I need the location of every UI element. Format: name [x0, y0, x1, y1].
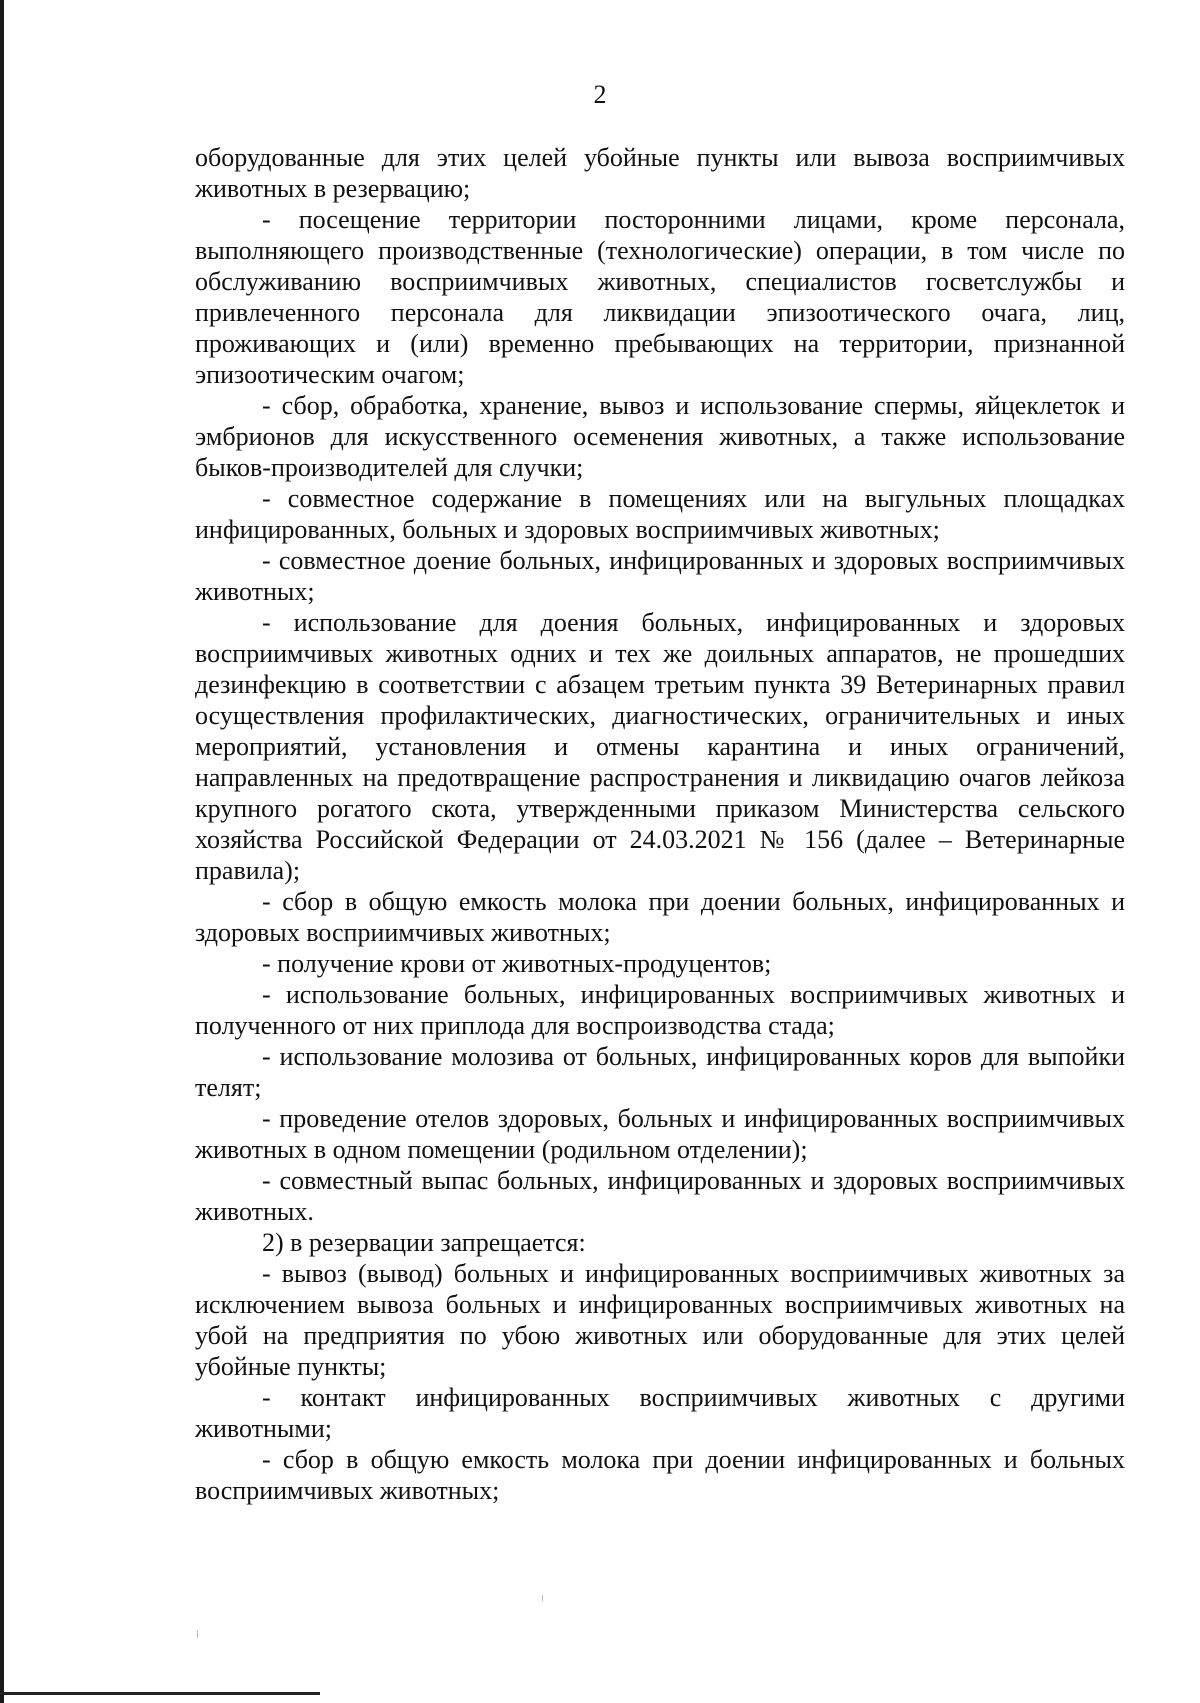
paragraph: - посещение территории посторонними лицами, кроме персонала, выполняющего производственные (технологические) операции, в том числе по обслуживанию восприимчивых животных, специалистов госветслужбы и привлеченного персонала для ликвидации эпизоотического очага, лиц, проживающих и (или) временно пребывающих на территории, признанной эпизоотическим очагом;: [195, 205, 1125, 389]
paragraph: - сбор, обработка, хранение, вывоз и использование спермы, яйцеклеток и эмбрионов для искусственного осеменения животных, а также использование быков-производителей для случки;: [195, 391, 1125, 482]
scan-left-edge: [0, 0, 4, 1703]
scan-speck: [197, 1630, 198, 1638]
document-body: [195, 142, 1125, 1506]
paragraph: - совместный выпас больных, инфицированных и здоровых восприимчивых животных.: [195, 1166, 1125, 1226]
page-number: 2: [593, 80, 607, 109]
paragraph: - вывоз (вывод) больных и инфицированных восприимчивых животных за исключением вывоза больных и инфицированных восприимчивых животных на убой на предприятия по убою животных или оборудованные для этих целей убойные пункты;: [195, 1259, 1125, 1381]
paragraph: - сбор в общую емкость молока при доении больных, инфицированных и здоровых восприимчивых животных;: [195, 887, 1125, 947]
paragraph: - получение крови от животных-продуцентов;: [262, 949, 772, 978]
paragraph: - использование для доения больных, инфицированных и здоровых восприимчивых животных одних и тех же доильных аппаратов, не прошедших дезинфекцию в соответствии с абзацем третьим пункта 39 Ветеринарных правил осуществления профилактических, диагностических, ограничительных и иных мероприятий, установления и отмены карантина и иных ограничений, направленных на предотвращение распространения и ликвидацию очагов лейкоза крупного рогатого скота, утвержденными приказом Министерства сельского хозяйства Российской Федерации от 24.03.2021 № 156 (далее – Ветеринарные правила);: [195, 608, 1125, 885]
paragraph: - использование больных, инфицированных восприимчивых животных и полученного от них приплода для воспроизводства стада;: [195, 980, 1125, 1040]
paragraph: - контакт инфицированных восприимчивых животных с другими животными;: [195, 1383, 1125, 1443]
scan-bottom-edge: [0, 1692, 320, 1695]
paragraph: - проведение отелов здоровых, больных и инфицированных восприимчивых животных в одном помещении (родильном отделении);: [195, 1104, 1125, 1164]
paragraph: - совместное доение больных, инфицированных и здоровых восприимчивых животных;: [195, 546, 1125, 606]
paragraph: - совместное содержание в помещениях или на выгульных площадках инфицированных, больных и здоровых восприимчивых животных;: [195, 484, 1125, 544]
scan-speck: [542, 1595, 543, 1601]
paragraph: оборудованные для этих целей убойные пункты или вывоза восприимчивых животных в резервацию;: [195, 143, 1125, 203]
paragraph: - использование молозива от больных, инфицированных коров для выпойки телят;: [195, 1042, 1125, 1102]
paragraph: - сбор в общую емкость молока при доении инфицированных и больных восприимчивых животных;: [195, 1445, 1125, 1505]
paragraph: 2) в резервации запрещается:: [262, 1228, 586, 1257]
